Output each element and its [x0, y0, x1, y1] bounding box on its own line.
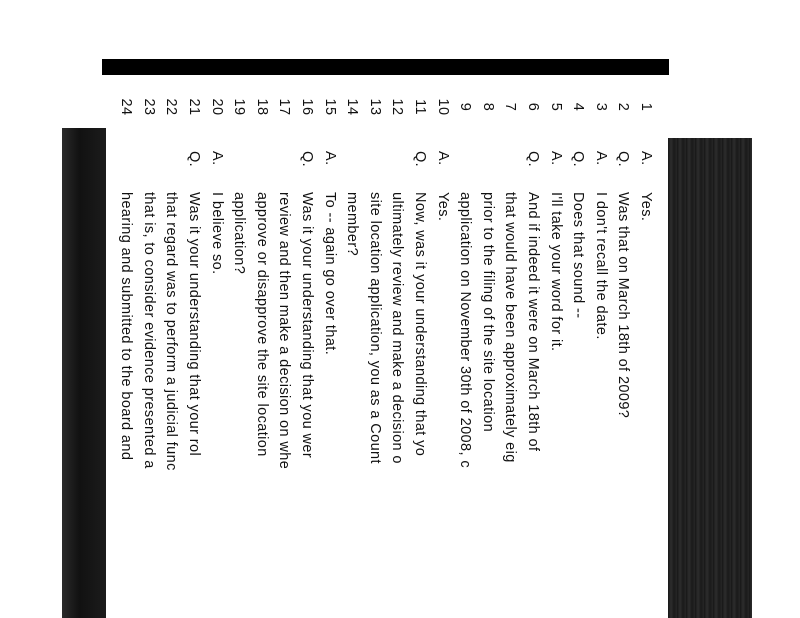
transcript-line — [157, 75, 179, 618]
line-number: 6 — [525, 102, 541, 112]
line-number: 20 — [208, 98, 225, 116]
line-number: 18 — [253, 98, 270, 116]
transcript-line — [248, 75, 270, 618]
transcript-line — [406, 75, 428, 618]
line-number: 17 — [276, 98, 293, 116]
transcript-line — [496, 75, 518, 618]
line-number: 3 — [592, 102, 609, 112]
line-number: 23 — [140, 98, 157, 116]
transcript-line — [542, 75, 564, 618]
line-text: Was it your understanding that you wer — [299, 192, 315, 459]
speaker-label: A. — [208, 151, 225, 166]
line-number: 1 — [638, 102, 654, 112]
line-number: 7 — [502, 102, 519, 112]
transcript-line — [429, 75, 451, 618]
line-number: 10 — [434, 98, 451, 116]
line-text: Now, was it your understanding that yo — [412, 192, 428, 457]
speaker-label: Q. — [615, 151, 632, 168]
speaker-label: Q. — [299, 151, 315, 168]
line-text: member? — [344, 192, 361, 257]
line-number: 14 — [344, 98, 361, 116]
transcript-line — [225, 75, 247, 618]
line-number: 24 — [118, 98, 135, 116]
speaker-label: Q. — [570, 151, 587, 168]
transcript-line — [316, 75, 338, 618]
speaker-label: Q. — [412, 151, 428, 168]
transcript-line — [474, 75, 496, 618]
line-number: 9 — [457, 102, 474, 112]
transcript-line — [519, 75, 541, 618]
scanner-shadow-left — [62, 128, 106, 618]
transcript-line — [564, 75, 586, 618]
line-text: Yes. — [434, 192, 451, 222]
line-text: I don't recall the date. — [592, 192, 609, 340]
line-number: 19 — [231, 98, 248, 116]
line-number: 21 — [186, 98, 202, 116]
line-text: Was that on March 18th of 2009? — [615, 192, 632, 419]
line-text: Does that sound -- — [570, 192, 587, 319]
line-number: 5 — [547, 102, 564, 112]
transcript-line — [203, 75, 225, 618]
line-number: 12 — [389, 98, 406, 116]
line-text: To -- again go over that. — [321, 192, 338, 356]
transcript-line — [609, 75, 631, 618]
line-number: 15 — [321, 98, 338, 116]
line-text: approve or disapprove the site location — [253, 192, 270, 457]
transcript-line — [632, 75, 654, 618]
speaker-label: A. — [638, 151, 654, 166]
line-number: 16 — [299, 98, 315, 116]
page-top-edge — [102, 59, 669, 75]
transcript-line — [361, 75, 383, 618]
transcript-line — [135, 75, 157, 618]
transcript-line — [383, 75, 405, 618]
line-text: that would have been approximately eig — [502, 192, 519, 463]
transcript-line — [112, 75, 134, 618]
transcript-line — [293, 75, 315, 618]
line-text: Yes. — [638, 192, 654, 222]
line-text: that regard was to perform a judicial func — [163, 192, 180, 471]
line-text: And if indeed it were on March 18th of — [525, 192, 541, 452]
line-number: 22 — [163, 98, 180, 116]
line-text: application on November 30th of 2008, c — [457, 192, 474, 468]
line-text: hearing and submitted to the board and — [118, 192, 135, 461]
line-text: I'll take your word for it. — [547, 192, 564, 352]
speaker-label: Q. — [186, 151, 202, 168]
line-text: review and then make a decision on whe — [276, 192, 293, 470]
line-text: Was it your understanding that your rol — [186, 192, 202, 457]
transcript-line — [338, 75, 360, 618]
line-text: application? — [231, 192, 248, 275]
line-text: that is, to consider evidence presented a — [140, 192, 157, 469]
line-number: 4 — [570, 102, 587, 112]
line-text: prior to the filing of the site location — [479, 192, 496, 433]
line-text: site location application, you as a Count — [366, 192, 383, 464]
transcript-line — [451, 75, 473, 618]
line-number: 13 — [366, 98, 383, 116]
speaker-label: A. — [592, 151, 609, 166]
transcript-line — [587, 75, 609, 618]
speaker-label: Q. — [525, 151, 541, 168]
line-number: 2 — [615, 102, 632, 112]
rotated-transcript — [106, 75, 668, 618]
line-text: ultimately review and make a decision o — [389, 192, 406, 464]
line-number: 8 — [479, 102, 496, 112]
transcript-page — [106, 75, 668, 618]
line-number: 11 — [412, 99, 428, 115]
speaker-label: A. — [434, 151, 451, 166]
speaker-label: A. — [547, 151, 564, 166]
transcript-line — [270, 75, 292, 618]
speaker-label: A. — [321, 151, 338, 166]
scanner-shadow-right — [668, 138, 752, 618]
line-text: I believe so. — [208, 192, 225, 275]
transcript-line — [180, 75, 202, 618]
